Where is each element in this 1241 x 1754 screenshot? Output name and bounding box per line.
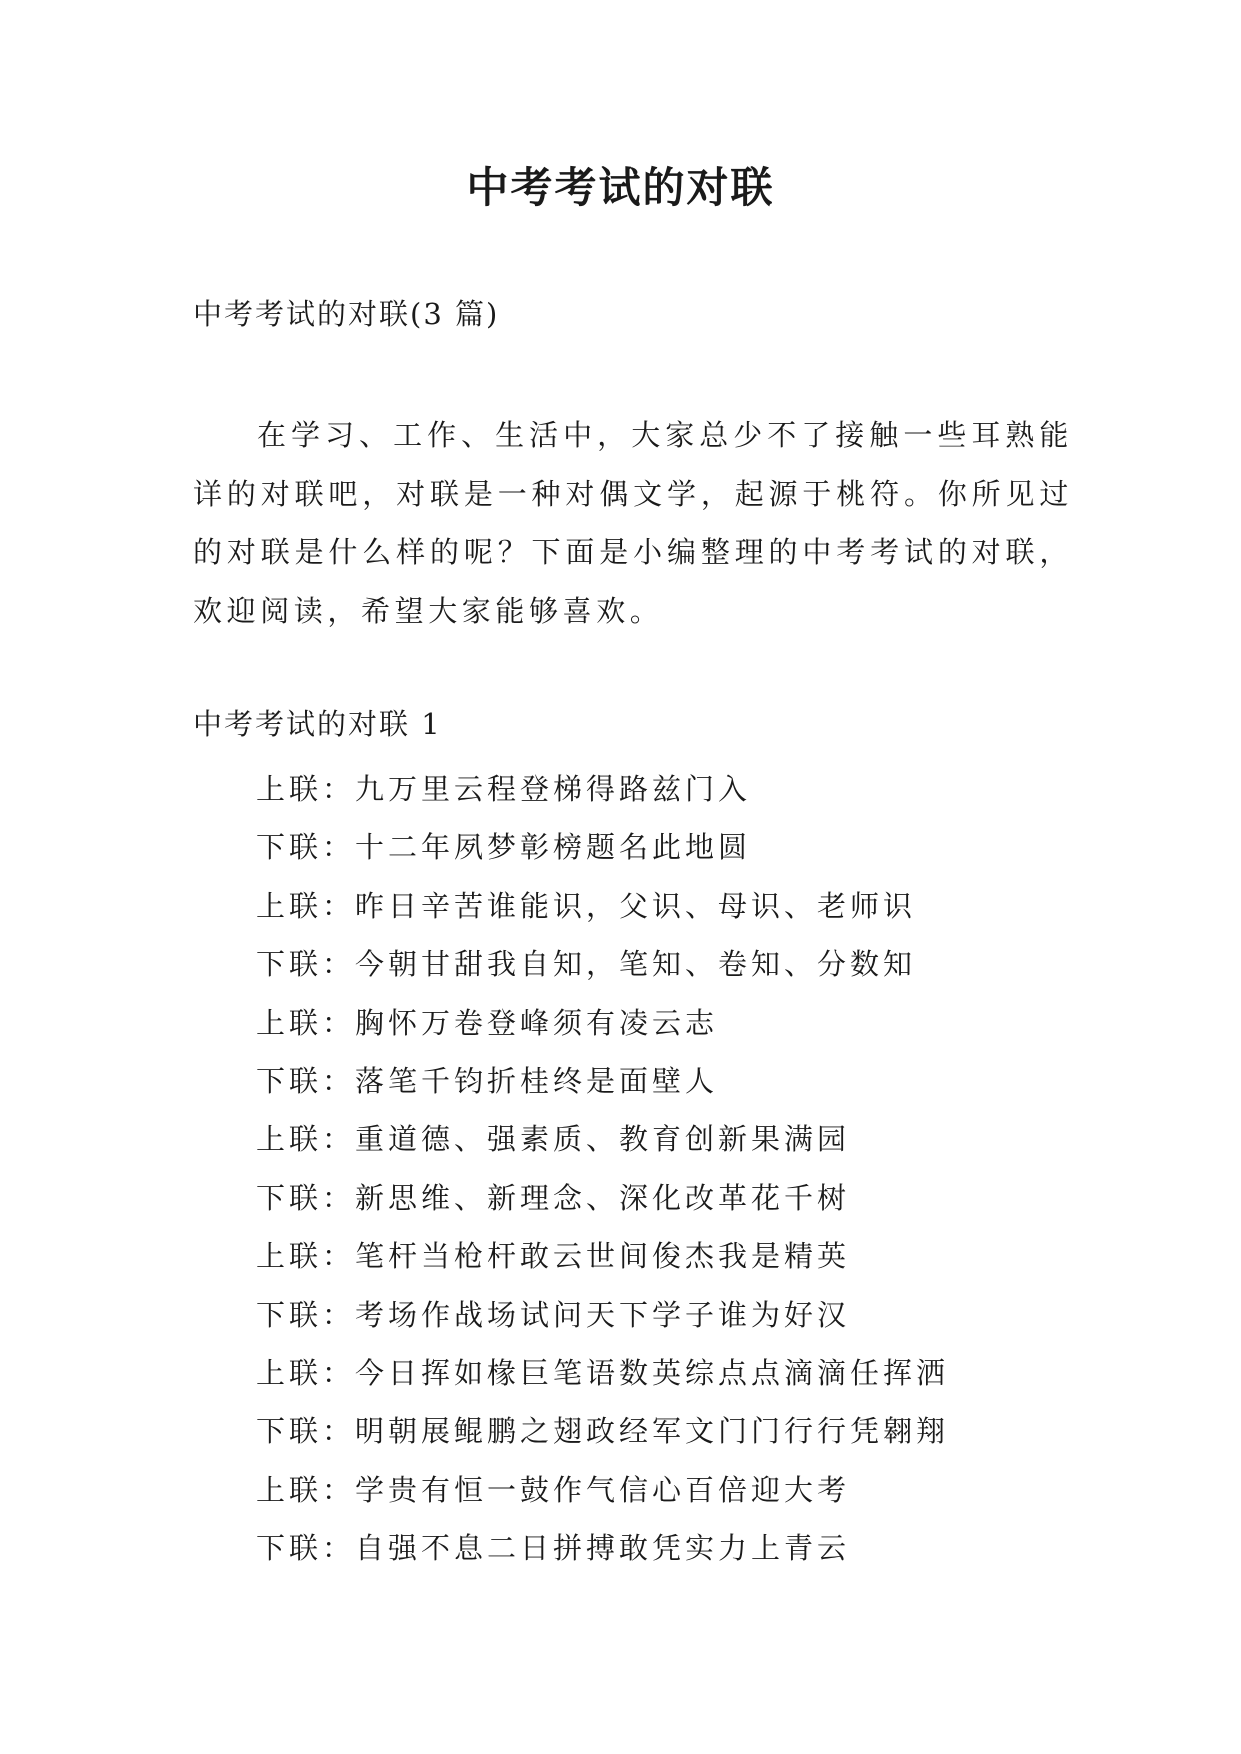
couplet-line: 下联：明朝展鲲鹏之翅政经军文门门行行凭翱翔 xyxy=(256,1414,950,1449)
couplet-line: 上联：昨日辛苦谁能识，父识、母识、老师识 xyxy=(256,888,917,923)
couplet-list xyxy=(256,760,949,1577)
document-subtitle: 中考考试的对联(3 篇) xyxy=(193,297,500,331)
document-title: 中考考试的对联 xyxy=(466,163,775,212)
couplet-line: 下联：新思维、新理念、深化改革花千树 xyxy=(256,1180,851,1215)
intro-paragraph: 在学习、工作、生活中，大家总少不了接触一些耳熟能详的对联吧，对联是一种对偶文学，起源于桃符。你所见过的对联是什么样的呢？下面是小编整理的中考考试的对联，欢迎阅读，希望大家能够喜欢。 xyxy=(193,418,1073,628)
couplet-line: 上联：笔杆当枪杆敢云世间俊杰我是精英 xyxy=(256,1239,851,1274)
couplet-line: 上联：重道德、强素质、教育创新果满园 xyxy=(256,1122,851,1157)
couplet-line: 上联：九万里云程登梯得路兹门入 xyxy=(256,772,752,806)
couplet-line: 上联：胸怀万卷登峰须有凌云志 xyxy=(256,1005,719,1040)
couplet-line: 下联：今朝甘甜我自知，笔知、卷知、分数知 xyxy=(256,947,917,982)
couplet-line: 上联：今日挥如椽巨笔语数英综点点滴滴任挥洒 xyxy=(256,1355,950,1390)
couplet-line: 下联：落笔千钧折桂终是面壁人 xyxy=(256,1063,719,1098)
couplet-line: 下联：自强不息二日拼搏敢凭实力上青云 xyxy=(256,1531,851,1566)
couplet-line: 上联：学贵有恒一鼓作气信心百倍迎大考 xyxy=(256,1472,851,1507)
couplet-line: 下联：考场作战场试问天下学子谁为好汉 xyxy=(256,1297,851,1332)
section-heading: 中考考试的对联 1 xyxy=(193,707,442,741)
couplet-line: 下联：十二年夙梦彰榜题名此地圆 xyxy=(256,830,752,865)
